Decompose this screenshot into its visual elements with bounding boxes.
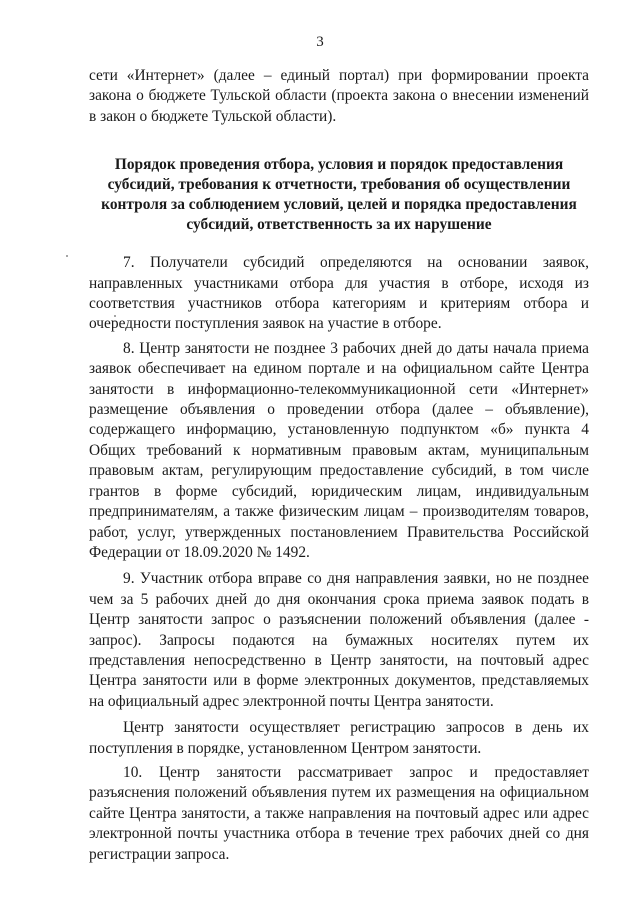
document-body: [89, 66, 589, 869]
scan-speck: [66, 255, 68, 257]
paragraph-7: 7. Получатели субсидий определяются на основании заявок, направленных участниками отбора для участия в отборе, исходя из соответствия участников отбора категориям и критериям отбора и очередности поступления заявок на участие в отборе.: [89, 254, 589, 333]
paragraph-8: 8. Центр занятости не позднее 3 рабочих дней до даты начала приема заявок обеспечивает на едином портале и на официальном сайте Центра занятости в информационно-телекоммуникационной сети «Интернет» размещение объявления о проведении отбора (далее – объявление), содержащего информацию, установленную подпунктом «б» пункта 4 Общих требований к нормативным правовым актам, муниципальным правовым актам, регулирующим предоставление субсидий, в том числе грантов в форме субсидий, юридическим лицам, индивидуальным предпринимателям, а также физическим лицам – производителям товаров, работ, услуг, утвержденных постановлением Правительства Российской Федерации от 18.09.2020 № 1492.: [89, 339, 589, 561]
page-number: 3: [316, 34, 324, 50]
section-heading: Порядок проведения отбора, условия и порядок предоставления субсидий, требования к отчетности, требования об осуществлении контроля за соблюдением условий, целей и порядка предоставления субсидий, ответственность за их нарушение: [101, 156, 577, 234]
paragraph-10: 10. Центр занятости рассматривает запрос и предоставляет разъяснения положений объявления путем их размещения на официальном сайте Центра занятости, а также направления на почтовый адрес или адрес электронной почты участника отбора в течение трех рабочих дней со дня регистрации запроса.: [89, 763, 589, 863]
intro-paragraph: сети «Интернет» (далее – единый портал) при формировании проекта закона о бюджете Тульской области (проекта закона о внесении изменений в закон о бюджете Тульской области).: [89, 67, 589, 125]
paragraph-9-registration: Центр занятости осуществляет регистрацию запросов в день их поступления в порядке, установленном Центром занятости.: [89, 719, 589, 757]
paragraph-9: 9. Участник отбора вправе со дня направления заявки, но не позднее чем за 5 рабочих дней до дня окончания срока приема заявок подать в Центр занятости запрос о разъяснении положений объявления (далее - запрос). Запросы подаются на бумажных носителях путем их представления непосредственно в Центр занятости, на почтовый адрес Центра занятости или в форме электронных документов, представляемых на официальный адрес электронной почты Центра занятости.: [89, 570, 589, 710]
